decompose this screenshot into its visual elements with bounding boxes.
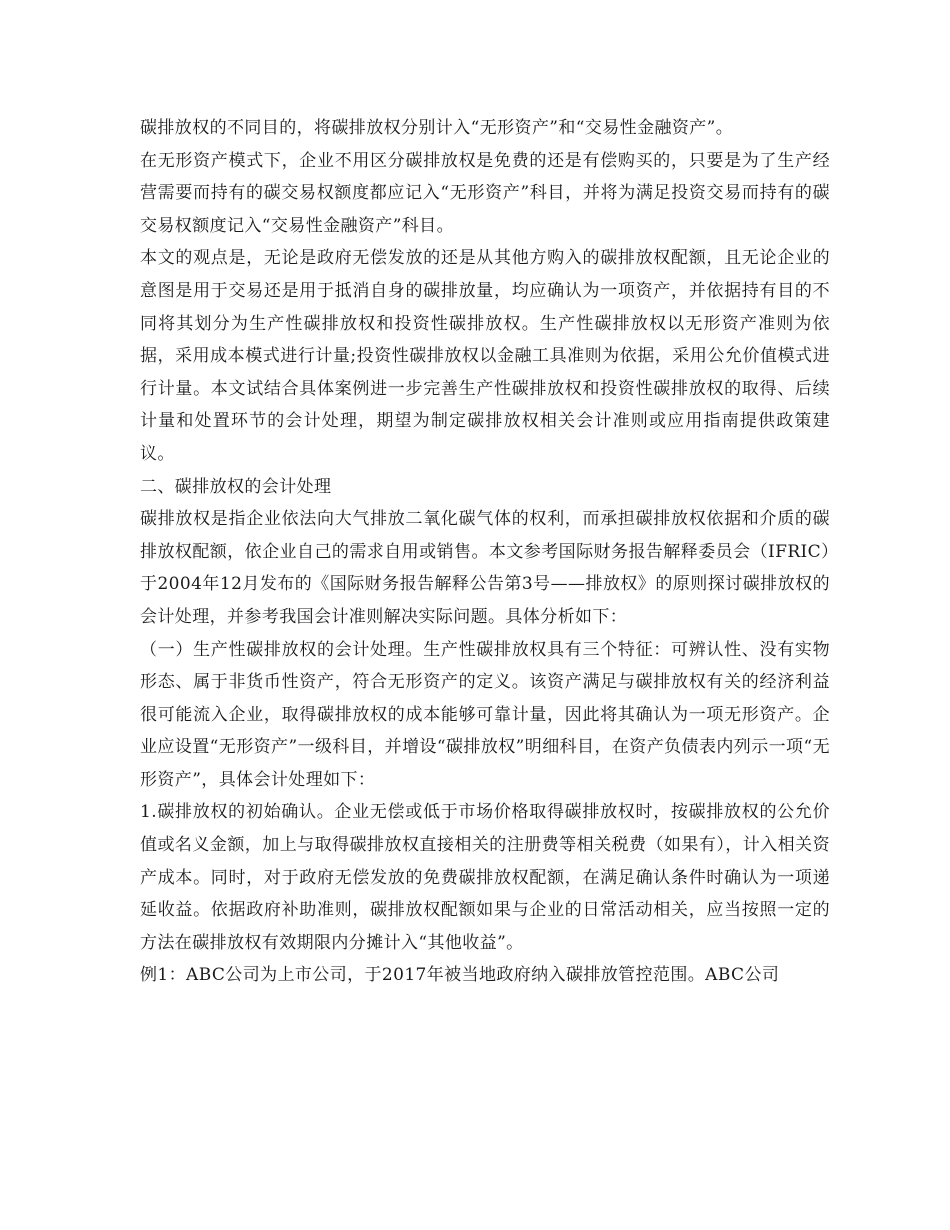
paragraph-productive-rights: （一）生产性碳排放权的会计处理。生产性碳排放权具有三个特征：可辨认性、没有实物形态、属于非货币性资产，符合无形资产的定义。该资产满足与碳排放权有关的经济利益很可能流入企业，取得碳排放权的成本能够可靠计量，因此将其确认为一项无形资产。企业应设置“无形资产”一级科目，并增设“碳排放权”明细科目，在资产负债表内列示一项“无形资产”，具体会计处理如下： — [140, 639, 830, 790]
paragraph-intangible-model: 在无形资产模式下，企业不用区分碳排放权是免费的还是有偿购买的，只要是为了生产经营需要而持有的碳交易权额度都应记入“无形资产”科目，并将为满足投资交易而持有的碳交易权额度记入“交易性金融资产”科目。 — [140, 150, 830, 236]
paragraph-author-view: 本文的观点是，无论是政府无偿发放的还是从其他方购入的碳排放权配额，且无论企业的意图是用于交易还是用于抵消自身的碳排放量，均应确认为一项资产，并依据持有目的不同将其划分为生产性碳排放权和投资性碳排放权。生产性碳排放权以无形资产准则为依据，采用成本模式进行计量;投资性碳排放权以金融工具准则为依据，采用公允价值模式进行计量。本文试结合具体案例进一步完善生产性碳排放权和投资性碳排放权的取得、后续计量和处置环节的会计处理，期望为制定碳排放权相关会计准则或应用指南提供政策建议。 — [140, 248, 830, 464]
section-heading: 二、碳排放权的会计处理 — [140, 476, 332, 497]
paragraph-initial-recognition: 1.碳排放权的初始确认。企业无偿或低于市场价格取得碳排放权时，按碳排放权的公允价值或名义金额，加上与取得碳排放权直接相关的注册费等相关税费（如果有），计入相关资产成本。同时，对于政府无偿发放的免费碳排放权配额，在满足确认条件时确认为一项递延收益。依据政府补助准则，碳排放权配额如果与企业的日常活动相关，应当按照一定的方法在碳排放权有效期限内分摊计入“其他收益”。 — [140, 802, 830, 953]
paragraph-example: 例1：ABC公司为上市公司，于2017年被当地政府纳入碳排放管控范围。ABC公司 — [140, 965, 780, 986]
paragraph-definition: 碳排放权是指企业依法向大气排放二氧化碳气体的权利，而承担碳排放权依据和介质的碳排放权配额，依企业自己的需求自用或销售。本文参考国际财务报告解释委员会（IFRIC）于2004年12月发布的《国际财务报告解释公告第3号——排放权》的原则探讨碳排放权的会计处理，并参考我国会计准则解决实际问题。具体分析如下： — [140, 509, 830, 627]
paragraph-continuation: 碳排放权的不同目的，将碳排放权分别计入“无形资产”和“交易性金融资产”。 — [140, 118, 734, 138]
document-page — [140, 112, 830, 992]
